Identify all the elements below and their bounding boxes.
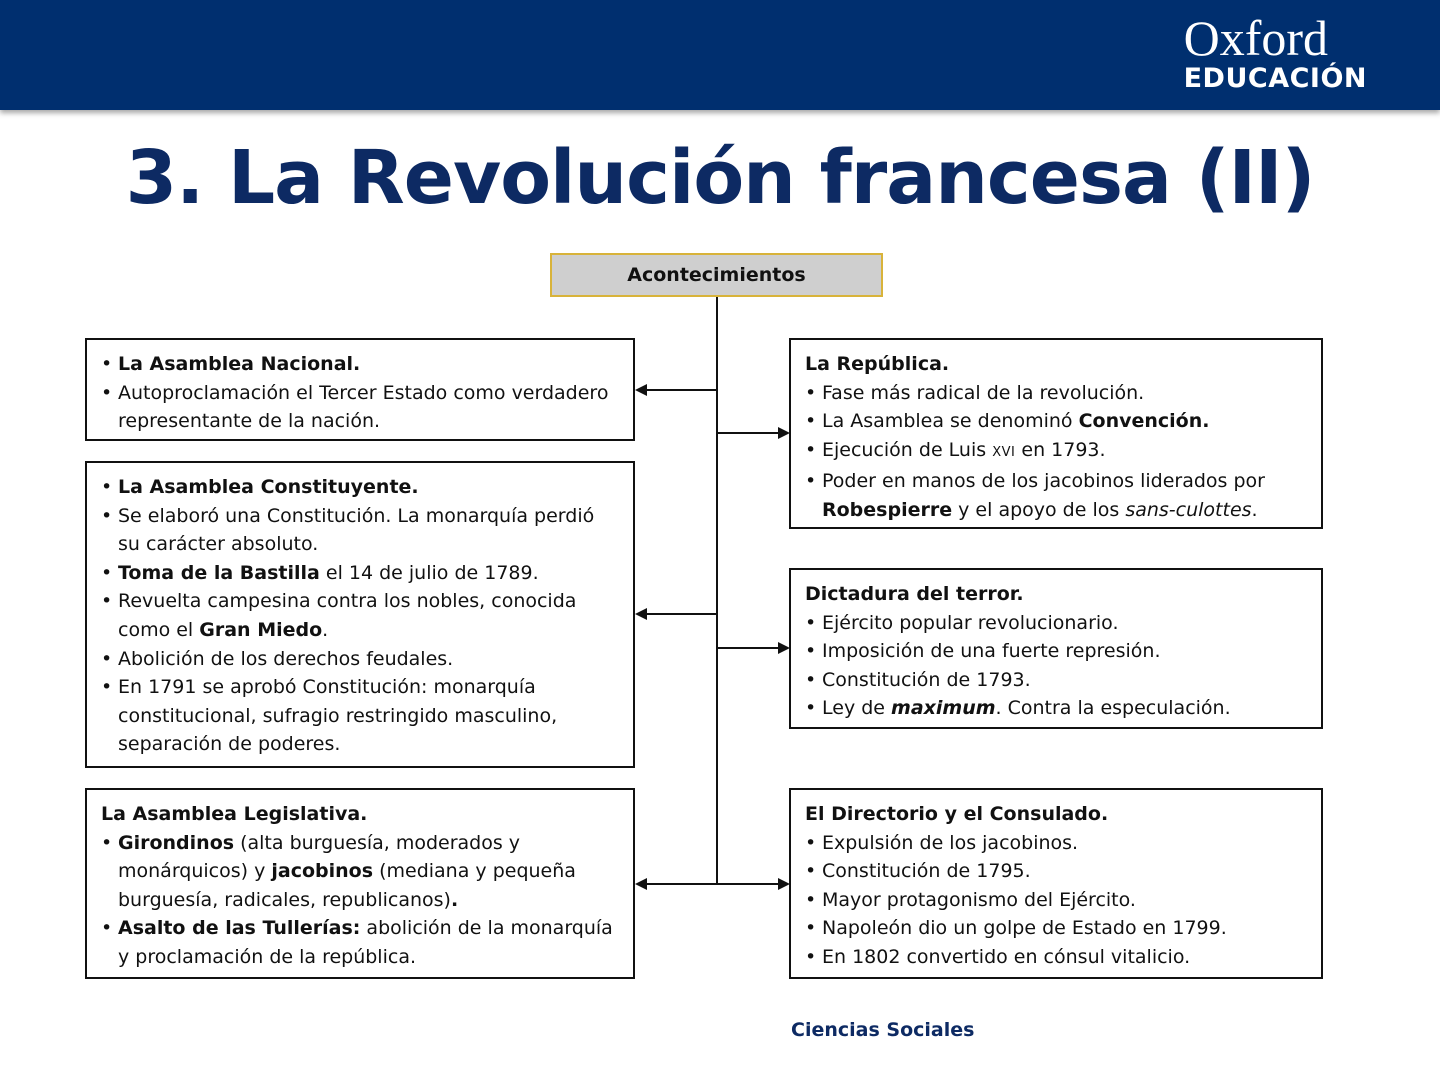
event-box-asamblea-nacional	[85, 338, 635, 441]
connector-to-republica	[717, 432, 779, 434]
text-run: Ejército popular revolucionario.	[822, 611, 1119, 634]
text-run: Revuelta campesina contra los nobles, conocida como el	[118, 590, 577, 641]
box-heading	[805, 350, 1307, 379]
text-run: (alta burguesía, moderados y monárquicos) y	[118, 831, 521, 883]
connector-to-asamblea-nacional	[646, 389, 717, 391]
bullet-item	[805, 436, 1307, 468]
box-heading	[805, 800, 1307, 829]
bullet-item	[805, 637, 1307, 666]
text-run: Fase más radical de la revolución.	[822, 381, 1145, 404]
bullet-item	[805, 407, 1307, 436]
bullet-item	[101, 829, 619, 915]
bold-text: Dictadura del terror.	[805, 583, 1024, 605]
root-node-label: Acontecimientos	[627, 264, 806, 286]
arrow-head-left-icon	[635, 384, 647, 396]
box-heading	[101, 800, 619, 829]
text-run: . Contra la especulación.	[995, 697, 1231, 720]
bullet-item	[101, 473, 619, 502]
text-run: y el apoyo de los	[952, 498, 1126, 521]
bullet-item	[101, 379, 619, 436]
header-bar	[0, 0, 1440, 110]
text-run: (mediana y pequeña burguesía, radicales, republicanos)	[118, 860, 576, 911]
text-run: Se elaboró una Constitución. La monarquía perdió su carácter absoluto.	[118, 504, 595, 556]
bold-text: La Asamblea Nacional.	[118, 353, 361, 375]
text-run: Autoproclamación el Tercer Estado como verdadero representante de la nación.	[118, 381, 609, 433]
root-node-acontecimientos	[550, 253, 883, 297]
event-box-republica	[789, 338, 1323, 529]
bold-text: Convención.	[1078, 410, 1210, 433]
text-run: XVI	[992, 444, 1016, 460]
page-title: 3. La Revolución francesa (II)	[125, 135, 1315, 221]
box-heading	[805, 580, 1307, 609]
arrow-head-left-icon	[635, 878, 647, 890]
arrow-head-left-icon	[635, 608, 647, 620]
connector-to-asamblea-constituyente	[646, 613, 717, 615]
event-box-asamblea-constituyente	[85, 461, 635, 768]
trunk-connector	[716, 297, 718, 885]
bullet-item	[805, 914, 1307, 943]
text-run: Mayor protagonismo del Ejército.	[822, 888, 1136, 911]
text-run: Ley de	[822, 697, 892, 720]
bullet-item	[101, 673, 619, 759]
bold-text: Gran Miedo	[199, 618, 323, 641]
bold-text: La República.	[805, 353, 950, 375]
bullet-item	[805, 943, 1307, 972]
bullet-item	[101, 502, 619, 559]
emphasis-text	[891, 697, 996, 719]
text-run: Constitución de 1795.	[822, 860, 1031, 883]
bold-text: Robespierre	[822, 498, 953, 521]
oxford-educacion-logo	[1183, 10, 1367, 94]
bullet-item	[101, 914, 619, 971]
bullet-item	[805, 666, 1307, 695]
text-run: En 1791 se aprobó Constitución: monarquía constitucional, sufragio restringido masculino, separación de poderes.	[118, 676, 558, 756]
bold-text: jacobinos	[271, 860, 374, 883]
text-run: en 1793.	[1015, 438, 1106, 461]
bold-text: El Directorio y el Consulado.	[805, 803, 1109, 825]
logo-educacion-text: EDUCACIÓN	[1183, 63, 1367, 94]
event-box-dictadura-terror	[789, 568, 1323, 729]
bullet-item	[101, 350, 619, 379]
bullet-item	[805, 609, 1307, 638]
text-run: .	[322, 618, 329, 641]
event-box-directorio-consulado	[789, 788, 1323, 979]
bold-text: Girondinos	[118, 831, 235, 854]
bold-text: .	[450, 888, 459, 911]
footer-subject: Ciencias Sociales	[791, 1019, 975, 1041]
bold-text: La Asamblea Legislativa.	[101, 803, 368, 825]
event-box-asamblea-legislativa	[85, 788, 635, 979]
emphasis-text: maximum	[891, 697, 996, 720]
bullet-item	[805, 857, 1307, 886]
text-run: La Asamblea se denominó	[822, 410, 1079, 433]
italic-text: sans-culottes	[1125, 498, 1252, 521]
text-run: En 1802 convertido en cónsul vitalicio.	[822, 945, 1191, 968]
bullet-item	[805, 379, 1307, 408]
text-run: Napoleón dio un golpe de Estado en 1799.	[822, 917, 1227, 940]
text-run: .	[1251, 498, 1258, 521]
text-run: el 14 de julio de 1789.	[319, 561, 539, 584]
bullet-item	[101, 587, 619, 644]
bullet-item	[805, 467, 1307, 524]
bullet-item	[101, 645, 619, 674]
bullet-item	[805, 886, 1307, 915]
connector-to-dictadura-terror	[717, 647, 779, 649]
text-run: Poder en manos de los jacobinos liderados por	[822, 470, 1265, 493]
bullet-item	[805, 694, 1307, 723]
text-run: abolición de la monarquía y proclamación de la república.	[118, 917, 613, 968]
bold-text: Toma de la Bastilla	[118, 561, 320, 584]
text-run: Constitución de 1793.	[822, 668, 1031, 691]
logo-oxford-text: Oxford	[1183, 10, 1329, 66]
bullet-item	[101, 559, 619, 588]
bold-text: La Asamblea Constituyente.	[118, 476, 419, 498]
text-run: Imposición de una fuerte represión.	[822, 640, 1161, 663]
text-run: Abolición de los derechos feudales.	[118, 647, 454, 670]
text-run: Ejecución de Luis	[822, 438, 993, 461]
bullet-item	[805, 829, 1307, 858]
bold-text: Asalto de las Tullerías:	[118, 917, 361, 940]
text-run: Expulsión de los jacobinos.	[822, 831, 1079, 854]
connector-bottom-both	[646, 883, 779, 885]
